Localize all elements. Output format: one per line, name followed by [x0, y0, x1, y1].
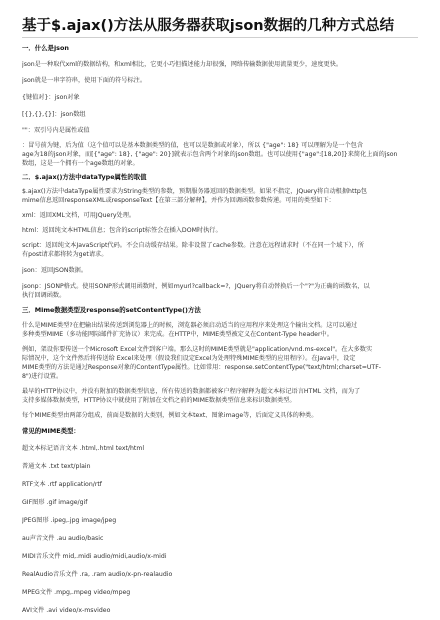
mime-list-heading: 常见的MIME类型：	[22, 427, 80, 435]
paragraph-line: age为18的json对象，而[{"age": 18}, {"age": 20}]就表示包含两个对象的json数组。也可以使用{"age":[18,20]}来简化上面的json	[22, 151, 398, 158]
paragraph-line: json：返回JSON数据。	[22, 267, 88, 274]
paragraph-line: 每个MIME类型由两部分组成，前面是数据的大类别，例如文本text、图象image等，后面定义具体的种类。	[22, 412, 318, 419]
paragraph-line: [{},{},{}]：json数组	[22, 111, 86, 118]
paragraph-line: 多种类型MIME（多功能网际邮件扩充协议）来完成。在HTTP中，MIME类型被定义在Content-Type header中。	[22, 331, 333, 338]
paragraph-line: 支持多媒体数据类型，HTTP协议中就使用了附加在文档之前的MIME数据类型信息来标识数据类型。	[22, 397, 296, 404]
mime-list-item: MIDI音乐文件 mid,.midi audio/midi,audio/x-midi	[22, 553, 167, 560]
paragraph-line: 有post请求都将转为get请求。	[22, 251, 108, 258]
mime-list-item: JPEG图形 .ipeg,.jpg image/jpeg	[22, 517, 117, 524]
mime-list-item: au声音文件 .au audio/basic	[22, 535, 104, 542]
paragraph-line: ：冒号前为键，后为值（这个值可以是基本数据类型的值，也可以是数据或对象），所以 {"age": 18} 可以理解为是一个包含	[22, 142, 364, 149]
mime-list-item: 普通文本 .txt text/plain	[22, 463, 91, 470]
mime-list-item: GIF图形 .gif image/gif	[22, 499, 88, 506]
paragraph-line: 最早的HTTP协议中，并没有附加的数据类型信息，所有传送的数据都被客户程序解释为超文本标记语言HTML 文档，而为了	[22, 388, 361, 395]
mime-list-item: MPEG文件 .mpg,.mpeg video/mpeg	[22, 589, 131, 596]
document-title: 基于$.ajax()方法从服务器获取json数据的几种方式总结	[22, 18, 395, 34]
paragraph-line: script：返回纯文本JavaScript代码。不会自动缓存结果。除非设置了cache参数。注意在远程请求时（不在同一个域下），所	[22, 242, 364, 249]
paragraph-line: 8")进行设置。	[22, 373, 63, 380]
mime-list-item: RTF文本 .rtf application/rtf	[22, 481, 102, 488]
paragraph-line: 数组，这是一个拥有一个age数组的对象。	[22, 160, 139, 167]
paragraph-line: MIME类型的方法是通过Response对象的ContentType属性。比如常用：response.setContentType("text/html;charset=UTF-	[22, 364, 381, 371]
paragraph-line: 执行回调函数。	[22, 292, 66, 299]
mime-list-item: 超文本标记语言文本 .html,.html text/html	[22, 445, 145, 452]
paragraph-line: json是一种取代xml的数据结构，和xml相比，它更小巧但描述能力却很强，网络传输数据使用流量更少，速度更快。	[22, 61, 343, 68]
paragraph-line: 际情况中，这个文件然后将传送给 Excel来处理（假设我们设定Excel为处理特殊MIME类型的应用程序）。在Java中，设定	[22, 355, 356, 362]
paragraph-line: ""：双引号内是属性或值	[22, 127, 90, 134]
mime-list-item: RealAudio音乐文件 .ra, .ram audio/x-pn-realaudio	[22, 571, 173, 578]
paragraph-line: jsonp：JSONP格式。使用SONP形式调用函数时，例如myurl?callback=?，JQuery将自动替换后一个"?"为正确的函数名，以	[22, 283, 370, 290]
paragraph-line: html：返回纯文本HTML信息；包含的script标签会在插入DOM时执行。	[22, 227, 222, 234]
paragraph-line: $.ajax()方法中dataType属性要求为String类型的参数，预期服务器返回的数据类型。如果不指定，JQuery将自动根据http包	[22, 188, 367, 195]
paragraph-line: {键值对}：json对象	[22, 94, 80, 101]
title-divider	[22, 37, 418, 38]
mime-list-item: AVI文件 .avi video/x-msvideo	[22, 607, 111, 614]
paragraph-line: xml：返回XML文档，可用JQuery处理。	[22, 212, 136, 219]
paragraph-line: mime信息返回responseXML或responseText【在第三部分解释】，并作为回调函数参数传递。可用的类型如下：	[22, 197, 335, 204]
section-heading-3: 三．Mime数据类型及response的setContentType()方法	[22, 306, 201, 314]
paragraph-line: 例如，架设你要传送一个Microsoft Excel文件到客户端。那么这时的MIME类型就是"application/vnd.ms-excel"。在大多数实	[22, 346, 373, 353]
paragraph-line: json就是一串字符串，使用下面的符号标注。	[22, 77, 147, 84]
paragraph-line: 什么是MIME类型?在把输出结果传送到浏览器上的时候，浏览器必须启动适当的应用程序来处理这个输出文档。这可以通过	[22, 322, 358, 329]
section-heading-2: 二．$.ajax()方法中dataType属性的取值	[22, 173, 147, 181]
section-heading-1: 一．什么是json	[22, 44, 69, 52]
